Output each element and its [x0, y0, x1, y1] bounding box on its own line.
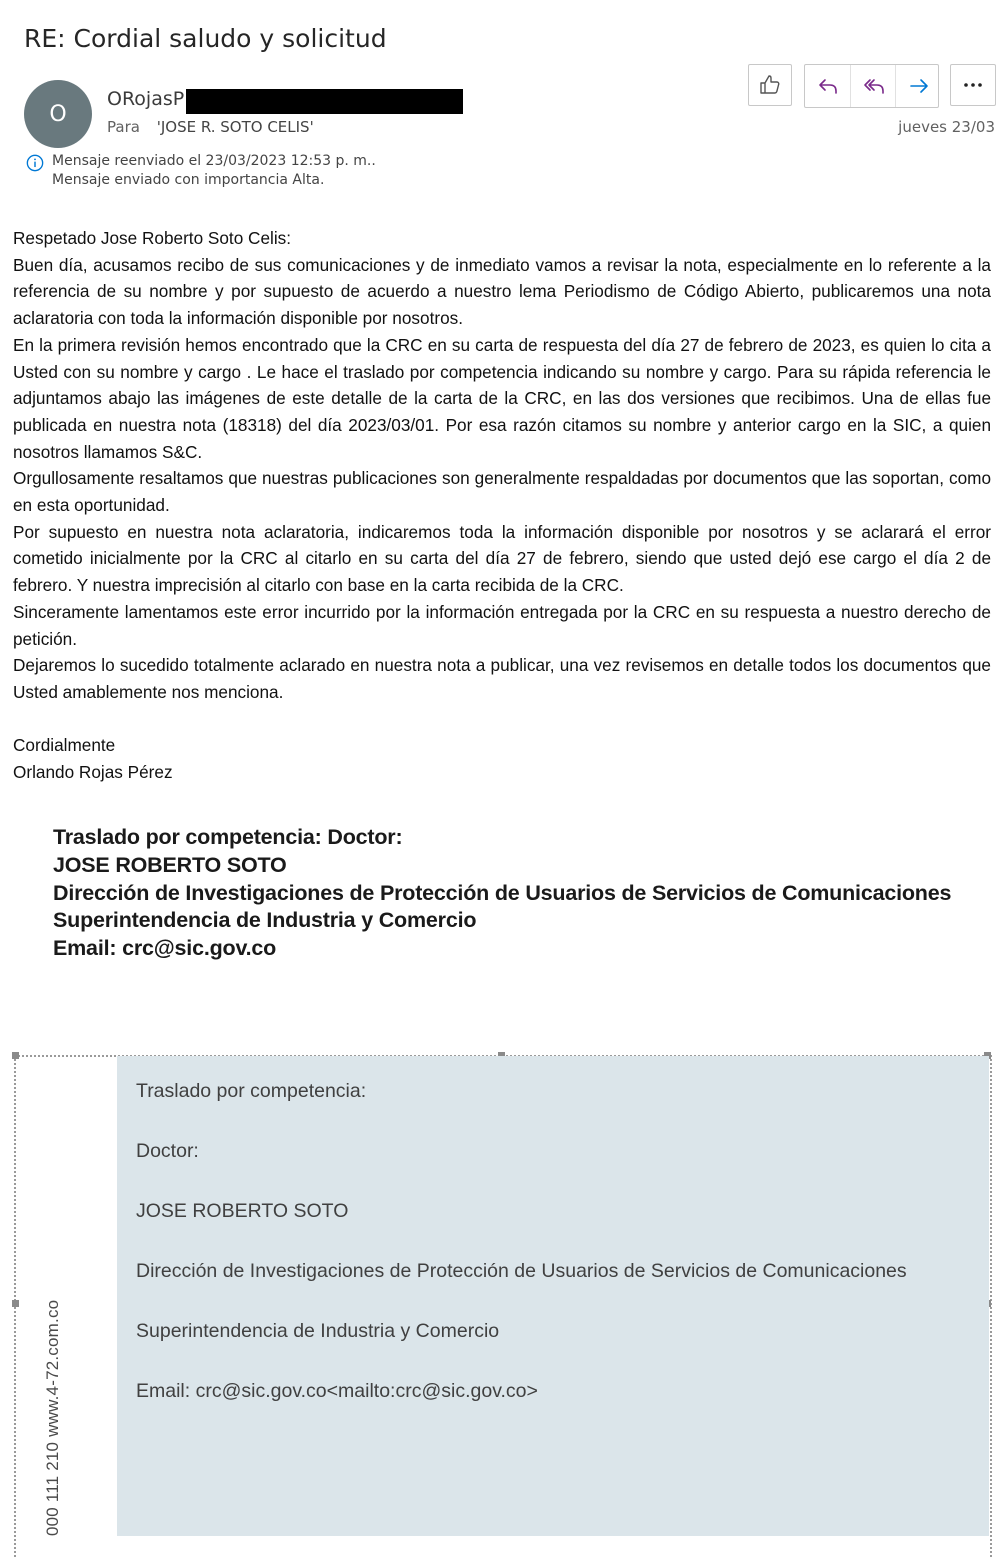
- reply-all-button[interactable]: [850, 65, 896, 107]
- excerpt-line: Dirección de Investigaciones de Protección de Usuarios de Servicios de Comunicaciones: [53, 880, 952, 905]
- avatar-initial: O: [49, 101, 67, 127]
- letter-excerpt-1: [53, 824, 951, 963]
- recipient-row: [107, 118, 314, 136]
- more-icon: [961, 73, 985, 97]
- reply-all-icon: [862, 74, 886, 98]
- body-paragraph: Buen día, acusamos recibo de sus comunicaciones y de inmediato vamos a revisar la nota, especialmente en lo referente a la referencia de su nombre y por supuesto de acuerdo a nuestro lema Periodismo de Código Abierto, publicaremos una nota aclaratoria con toda la información disponible por nosotros.: [13, 254, 991, 329]
- body-paragraph: Orgullosamente resaltamos que nuestras publicaciones son generalmente respaldadas por documentos que las soportan, como en esta oportunidad.: [13, 468, 991, 516]
- recipient-name[interactable]: 'JOSE R. SOTO CELIS': [156, 118, 314, 136]
- sender-name[interactable]: ORojasP: [107, 88, 185, 110]
- reply-button[interactable]: [805, 65, 850, 107]
- info-icon: [26, 154, 44, 172]
- letter-excerpt-2-text: [136, 1078, 907, 1438]
- forwarded-info: Mensaje reenviado el 23/03/2023 12:53 p. m..: [52, 153, 376, 169]
- importance-info: Mensaje enviado con importancia Alta.: [52, 172, 325, 188]
- excerpt-line: Superintendencia de Industria y Comercio: [53, 908, 477, 933]
- reply-icon: [816, 74, 840, 98]
- forward-button[interactable]: [895, 65, 941, 107]
- vertical-margin-text: 000 111 210 www.4-72.com.co: [43, 1299, 62, 1536]
- excerpt-line: Dirección de Investigaciones de Protección de Usuarios de Servicios de Comunicaciones: [136, 1260, 907, 1282]
- resize-handle[interactable]: [12, 1052, 19, 1059]
- more-actions-button[interactable]: [950, 64, 996, 106]
- signature-name: Orlando Rojas Pérez: [13, 761, 173, 782]
- excerpt-line: Superintendencia de Industria y Comercio: [136, 1320, 500, 1342]
- resize-handle[interactable]: [12, 1300, 19, 1307]
- body-paragraph: Sinceramente lamentamos este error incurrido por la información entregada por la CRC en su respuesta a nuestro derecho de petición.: [13, 601, 991, 649]
- excerpt-line: Traslado por competencia:: [136, 1080, 367, 1102]
- email-date: jueves 23/03: [898, 118, 995, 136]
- forward-icon: [907, 74, 931, 98]
- excerpt-line: Email: crc@sic.gov.co<mailto:crc@sic.gov.co>: [136, 1380, 538, 1402]
- email-body: [13, 225, 991, 706]
- sender-avatar[interactable]: [24, 80, 92, 148]
- signature-block: [13, 732, 173, 785]
- body-paragraph: Por supuesto en nuestra nota aclaratoria, indicaremos toda la información disponible por nosotros y se aclarará el error cometido inicialmente por la CRC al citarlo en su carta del día 27 de febrero, siendo que usted dejó ese cargo el día 2 de febrero. Y nuestra imprecisión al citarlo con base en la carta recibida de la CRC.: [13, 521, 991, 596]
- body-paragraph: Dejaremos lo sucedido totalmente aclarado en nuestra nota a publicar, una vez revisemos en detalle todos los documentos que Usted amablemente nos menciona.: [13, 655, 991, 702]
- excerpt-line: JOSE ROBERTO SOTO: [136, 1200, 349, 1222]
- excerpt-line: Doctor:: [136, 1140, 199, 1162]
- thumbs-up-icon: [758, 73, 782, 97]
- redaction-bar: [186, 89, 463, 114]
- email-subject: RE: Cordial saludo y solicitud: [24, 24, 387, 53]
- message-info: [26, 152, 376, 190]
- excerpt-line: JOSE ROBERTO SOTO: [53, 852, 287, 877]
- excerpt-line: Traslado por competencia: Doctor:: [53, 825, 403, 849]
- greeting: Respetado Jose Roberto Soto Celis:: [13, 228, 292, 248]
- body-paragraph: En la primera revisión hemos encontrado que la CRC en su carta de respuesta del día 27 de febrero de 2023, es quien lo cita a Usted con su nombre y cargo . Le hace el traslado por competencia indicando su nombre y cargo. Para su rápida referencia le adjuntamos abajo las imágenes de este detalle de la carta de la CRC, en las dos versiones que recibimos. Una de ellas fue publicada en nuestra nota (18318) del día 2023/03/01. Por esa razón citamos su nombre y anterior cargo en la SIC, a quien nosotros llamamos S&C.: [13, 334, 991, 462]
- like-button[interactable]: [748, 64, 792, 106]
- to-label: Para: [107, 118, 140, 136]
- reply-button-group: [804, 64, 939, 108]
- closing: Cordialmente: [13, 735, 116, 755]
- excerpt-line: Email: crc@sic.gov.co: [53, 936, 277, 961]
